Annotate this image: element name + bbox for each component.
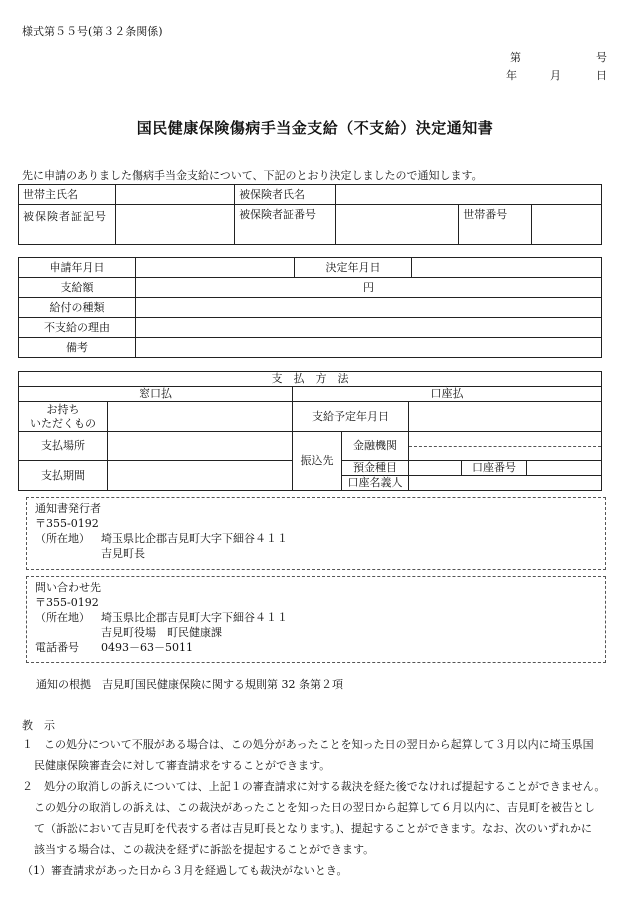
insured-name-label: 被保険者氏名 (235, 185, 336, 205)
contact-office: 吉見町役場 町民健康課 (101, 626, 222, 639)
payment-method-header: 支 払 方 法 (19, 372, 602, 387)
issuer-location-label: （所在地） (35, 532, 90, 545)
account-holder-field[interactable] (409, 476, 602, 491)
instruction-line2b: この処分の取消しの訴えは、この裁決があったことを知った日の翌日から起算して６月以内に、吉見町を被告とし (34, 801, 595, 814)
deposit-type-field[interactable] (409, 461, 602, 476)
householder-name-field[interactable] (115, 185, 234, 205)
remarks-field[interactable] (136, 338, 602, 358)
contact-postal: 〒355-0192 (35, 596, 99, 609)
insured-cert-number-field[interactable] (335, 205, 458, 245)
financial-institution-label: 金融機関 (342, 432, 409, 461)
contact-location-label: （所在地） (35, 611, 90, 624)
scheduled-date-field[interactable] (409, 402, 602, 432)
financial-institution-field[interactable] (409, 432, 602, 461)
counter-payment-header: 窓口払 (19, 387, 293, 402)
benefit-type-label: 給付の種類 (19, 298, 136, 318)
payment-period-field[interactable] (108, 461, 293, 491)
account-number-field[interactable] (527, 461, 602, 475)
insured-cert-symbol-field[interactable] (115, 205, 234, 245)
issuer-label: 通知書発行者 (35, 502, 101, 515)
insured-cert-number-label: 被保険者証番号 (235, 205, 336, 245)
transfer-to-label: 振込先 (293, 432, 342, 491)
instruction-heading: 教 示 (22, 719, 55, 732)
contact-label: 問い合わせ先 (35, 581, 101, 594)
account-holder-label: 口座名義人 (342, 476, 409, 491)
instruction-line2d: 該当する場合は、この裁決を経ずに訴訟を提起することができます。 (34, 843, 375, 856)
application-date-label: 申請年月日 (19, 258, 136, 278)
instruction-line3: （1）審査請求があった日から３月を経過しても裁決がないとき。 (22, 864, 348, 877)
decision-date-field[interactable] (412, 258, 602, 278)
payment-place-label: 支払場所 (19, 432, 108, 461)
payment-place-field[interactable] (108, 432, 293, 461)
contact-box (26, 576, 606, 663)
account-payment-header: 口座払 (293, 387, 602, 402)
contact-phone-label: 電話番号 (35, 641, 79, 654)
instruction-line2c: て（訴訟において吉見町を代表する者は吉見町長となります。)、提起することができます。なお、次のいずれかに (34, 822, 593, 835)
notice-basis: 通知の根拠 吉見町国民健康保険に関する規則第 32 条第２項 (36, 678, 343, 691)
decision-date-label: 決定年月日 (295, 258, 412, 278)
page-title: 国民健康保険傷病手当金支給（不支給）決定通知書 (136, 119, 494, 137)
contact-phone: 0493－63－5011 (101, 641, 193, 654)
issuer-postal: 〒355-0192 (35, 517, 99, 530)
insured-name-field[interactable] (335, 185, 601, 205)
deposit-type-label: 預金種目 (342, 461, 409, 476)
instruction-line2: ２ 処分の取消しの訴えについては、上記１の審査請求に対する裁決を経た後でなければ提起することができません。 (22, 780, 606, 793)
items-to-bring-label: お持ち いただくもの (19, 402, 108, 432)
decision-table (18, 257, 602, 358)
doc-no-label: 第 (510, 51, 521, 64)
insured-info-table (18, 184, 602, 245)
application-date-field[interactable] (136, 258, 295, 278)
scheduled-date-label: 支給予定年月日 (293, 402, 409, 432)
issuer-box (26, 497, 606, 570)
payment-amount-field[interactable]: 円 (136, 278, 602, 298)
account-number-label: 口座番号 (462, 461, 527, 475)
instruction-line1: １ この処分について不服がある場合は、この処分があったことを知った日の翌日から起算して３月以内に埼玉県国 (22, 738, 594, 751)
remarks-label: 備考 (19, 338, 136, 358)
day-label: 日 (596, 69, 607, 82)
year-label: 年 (506, 69, 517, 82)
intro-text: 先に申請のありました傷病手当金支給について、下記のとおり決定しましたので通知します。 (22, 169, 483, 182)
instruction-line1b: 民健康保険審査会に対して審査請求をすることができます。 (34, 759, 331, 772)
contact-address: 埼玉県比企郡吉見町大字下細谷４１１ (101, 611, 288, 624)
non-payment-reason-field[interactable] (136, 318, 602, 338)
payment-amount-label: 支給額 (19, 278, 136, 298)
doc-go-label: 号 (596, 51, 607, 64)
items-to-bring-field[interactable] (108, 402, 293, 432)
month-label: 月 (550, 69, 561, 82)
insured-cert-symbol-label: 被保険者証記号 (19, 205, 116, 245)
household-number-label: 世帯番号 (459, 205, 531, 245)
issuer-name: 吉見町長 (101, 547, 145, 560)
payment-method-table (18, 371, 602, 491)
non-payment-reason-label: 不支給の理由 (19, 318, 136, 338)
householder-name-label: 世帯主氏名 (19, 185, 116, 205)
benefit-type-field[interactable] (136, 298, 602, 318)
issuer-address: 埼玉県比企郡吉見町大字下細谷４１１ (101, 532, 288, 545)
payment-period-label: 支払期間 (19, 461, 108, 491)
household-number-field[interactable] (531, 205, 601, 245)
deposit-type-value[interactable] (409, 461, 462, 475)
form-number: 様式第５５号(第３２条関係) (22, 25, 163, 38)
